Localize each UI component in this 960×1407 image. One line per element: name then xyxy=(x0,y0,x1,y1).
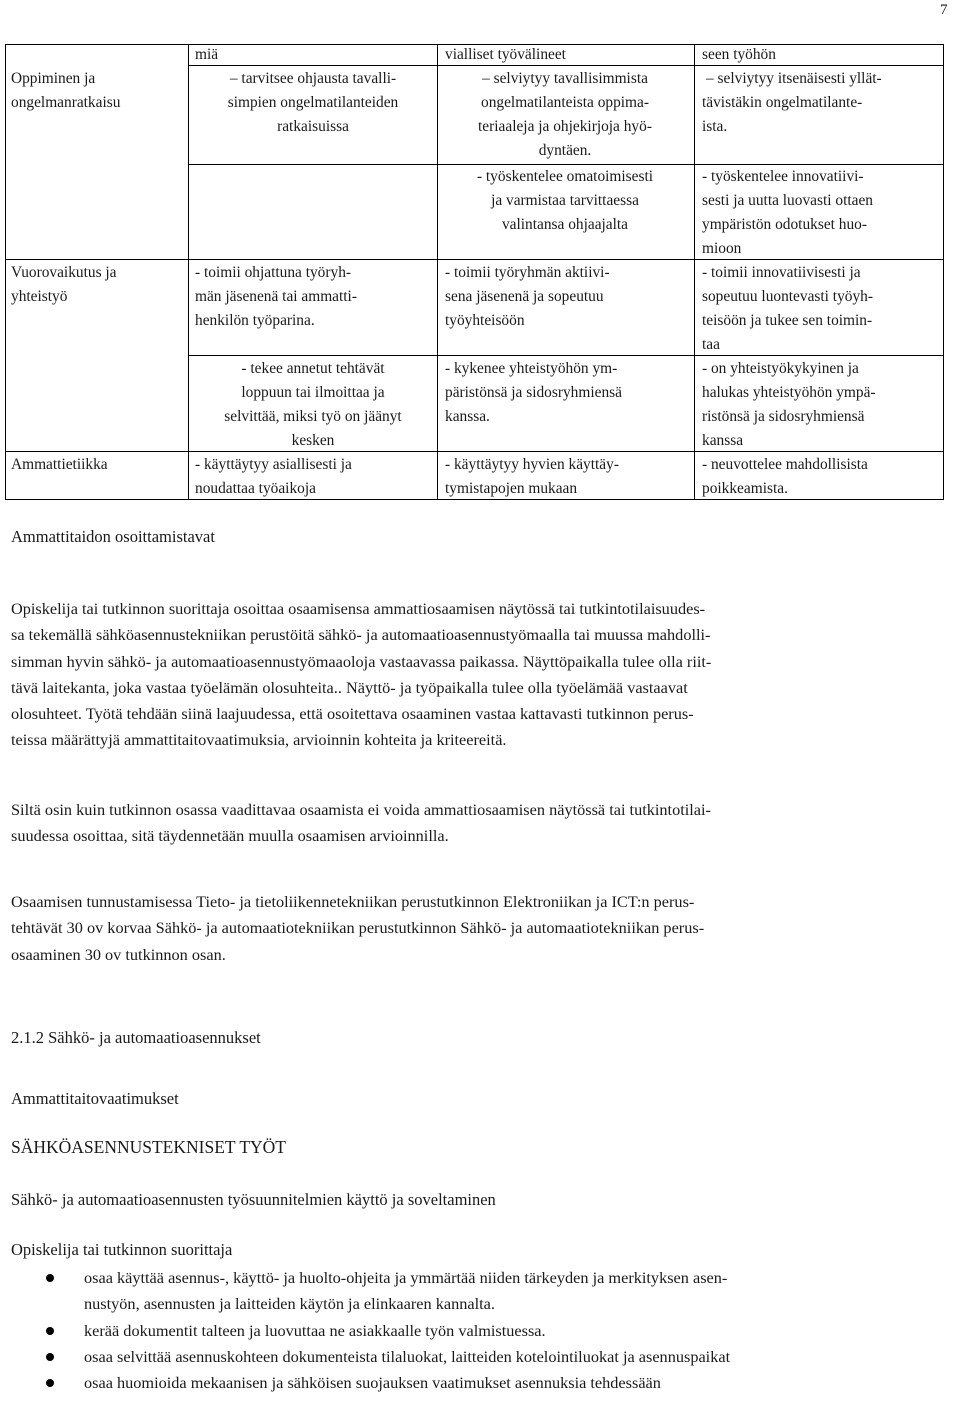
cell-line: - neuvottelee mahdollisista xyxy=(702,456,868,473)
col-header-1: miä xyxy=(195,46,219,63)
cell-line: - tekee annetut tehtävät xyxy=(241,360,385,377)
paragraph-line: sa tekemällä sähköasennustekniikan perustöitä sähkö- ja automaatioasennustyömaalla tai muussa mahdolli- xyxy=(11,625,711,645)
row-label-line: yhteistyö xyxy=(11,288,68,305)
paragraph-demonstration xyxy=(11,596,711,754)
cell-line: selvittää, miksi työ on jäänyt xyxy=(224,408,402,425)
cell-line: ista. xyxy=(702,118,728,135)
cell-line: teisöön ja tukee sen toimin- xyxy=(702,312,873,329)
cell-line: valintansa ohjaajalta xyxy=(501,216,629,233)
bullet-icon xyxy=(46,1353,54,1361)
list-item xyxy=(0,1265,730,1318)
cell-line: dyntäen. xyxy=(538,142,592,159)
paragraph-line: Siltä osin kuin tutkinnon osassa vaadittavaa osaamista ei voida ammattiosaamisen näytössä tai tutkintotilai- xyxy=(11,800,711,819)
cell-line: män jäsenenä tai ammatti- xyxy=(195,288,357,305)
cell-line: kesken xyxy=(291,432,335,449)
cell-line: henkilön työparina. xyxy=(195,312,315,329)
paragraph-line: suudessa osoittaa, sitä täydennetään muulla osaamisen arvioinnilla. xyxy=(11,826,449,846)
cell-line: - toimii innovatiivisesti ja xyxy=(702,264,861,281)
list-item xyxy=(0,1318,730,1344)
cell-line: päristönsä ja sidosryhmiensä xyxy=(445,384,622,401)
cell-line: ratkaisuissa xyxy=(277,118,349,135)
table-cell xyxy=(195,357,431,453)
paragraph-line: osaaminen 30 ov tutkinnon osan. xyxy=(11,944,226,964)
cell-line: teriaaleja ja ohjekirjoja hyö- xyxy=(478,118,652,135)
row-label-line: Oppiminen ja xyxy=(11,70,96,87)
row-label-interaction xyxy=(11,261,117,309)
cell-line: loppuun tai ilmoittaa ja xyxy=(241,384,385,401)
paragraph-line: tehtävät 30 ov korvaa Sähkö- ja automaatiotekniikan perustutkinnon Sähkö- ja automaatiotekniikan perus- xyxy=(11,918,705,938)
section-title: 2.1.2 Sähkö- ja automaatioasennukset xyxy=(11,1028,261,1047)
bullet-icon xyxy=(46,1327,54,1335)
cell-line: sena jäsenenä ja sopeutuu xyxy=(445,288,604,305)
paragraph-line: olosuhteet. Työtä tehdään siinä laajuudessa, että osoitettava osaaminen vastaa kattavasti tutkinnon perus- xyxy=(11,704,694,724)
cell-line: sesti ja uutta luovasti ottaen xyxy=(702,192,873,209)
table-cell xyxy=(702,261,873,357)
cell-line: – tarvitsee ohjausta tavalli- xyxy=(229,70,397,87)
cell-line: - työskentelee innovatiivi- xyxy=(702,168,864,185)
col-header-2: vialliset työvälineet xyxy=(445,46,566,63)
paragraph-line: simman hyvin sähkö- ja automaatioasennustyömaaoloja vastaavassa paikassa. Näyttöpaikalla tulee olla riit- xyxy=(11,651,712,671)
cell-line: - toimii ohjattuna työryh- xyxy=(195,264,352,281)
list-item-text: nustyön, asennusten ja laitteiden käytön ja elinkaaren kannalta. xyxy=(84,1294,495,1314)
cell-line: mioon xyxy=(702,240,742,257)
paragraph-supplement xyxy=(11,797,711,850)
criteria-table xyxy=(5,44,944,500)
cell-line: kanssa. xyxy=(445,408,490,425)
table-cell xyxy=(702,357,876,453)
bullet-icon xyxy=(46,1379,54,1387)
page-number: 7 xyxy=(940,2,948,18)
requirements-list xyxy=(0,1265,730,1396)
cell-line: kanssa xyxy=(702,432,744,449)
cell-line: simpien ongelmatilanteiden xyxy=(227,94,399,111)
cell-line: - toimii työryhmän aktiivi- xyxy=(445,264,610,281)
bullet-icon xyxy=(46,1274,54,1282)
table-cell xyxy=(702,67,882,139)
table-cell xyxy=(445,261,610,333)
paragraph-line: teissa määrättyjä ammattitaitovaatimuksia, arvioinnin kohteita ja kriteereitä. xyxy=(11,730,507,750)
cell-line: - on yhteistyökykyinen ja xyxy=(702,360,859,377)
cell-line: tymistapojen mukaan xyxy=(445,480,578,497)
cell-line: ongelmatilanteista oppima- xyxy=(481,94,649,111)
list-item-text: osaa selvittää asennuskohteen dokumenteista tilaluokat, laitteiden kotelointiluokat ja asennuspaikat xyxy=(84,1346,731,1366)
cell-line: poikkeamista. xyxy=(702,480,788,497)
cell-line: taa xyxy=(702,336,720,353)
cell-line: noudattaa työaikoja xyxy=(195,480,316,497)
list-item xyxy=(0,1344,730,1370)
row-label-learning xyxy=(11,67,120,115)
row-label-ethics xyxy=(11,453,108,477)
list-item-text: osaa huomioida mekaanisen ja sähköisen suojauksen vaatimukset asennuksia tehdessään xyxy=(84,1373,661,1393)
heading-demonstration: Ammattitaidon osoittamistavat xyxy=(11,527,215,546)
list-item-text: osaa käyttää asennus-, käyttö- ja huolto-ohjeita ja ymmärtää niiden tärkeyden ja merkityksen asen- xyxy=(84,1268,728,1287)
table-cell xyxy=(195,453,352,501)
table-cell xyxy=(195,67,431,139)
table-cell xyxy=(445,453,619,501)
table-cell xyxy=(702,453,868,501)
table-cell xyxy=(445,67,685,163)
cell-line: tävistäkin ongelmatilante- xyxy=(702,94,863,111)
cell-line: ristönsä ja sidosryhmiensä xyxy=(702,408,865,425)
heading-electrical-work: SÄHKÖASENNUSTEKNISET TYÖT xyxy=(11,1137,286,1157)
row-label-line: Vuorovaikutus ja xyxy=(11,264,117,281)
table-cell xyxy=(445,165,685,237)
row-label-line: Ammattietiikka xyxy=(11,456,108,473)
cell-line: – selviytyy tavallisimmista xyxy=(482,70,648,87)
paragraph-line: tävä laitekanta, joka vastaa työelämän olosuhteita.. Näyttö- ja työpaikalla tulee olla työelämää vastaavat xyxy=(11,677,688,697)
list-item xyxy=(0,1370,730,1396)
cell-line: ja varmistaa tarvittaessa xyxy=(491,192,639,209)
list-item-text: kerää dokumentit talteen ja luovuttaa ne asiakkaalle työn valmistuessa. xyxy=(84,1320,546,1340)
cell-line: sopeutuu luontevasti työyh- xyxy=(702,288,873,305)
paragraph-recognition xyxy=(11,889,704,968)
cell-line: ympäristön odotukset huo- xyxy=(702,216,868,233)
paragraph-line: Osaamisen tunnustamisessa Tieto- ja tietoliikennetekniikan perustutkinnon Elektroniikan ja ICT:n perus- xyxy=(11,892,695,911)
cell-line: – selviytyy itsenäisesti yllät- xyxy=(706,70,882,87)
table-cell xyxy=(195,261,357,333)
cell-line: - käyttäytyy asiallisesti ja xyxy=(195,456,352,473)
cell-line: - työskentelee omatoimisesti xyxy=(476,168,654,185)
heading-work-plans: Sähkö- ja automaatioasennusten työsuunnitelmien käyttö ja soveltaminen xyxy=(11,1190,496,1209)
intro-line: Opiskelija tai tutkinnon suorittaja xyxy=(11,1240,233,1259)
heading-requirements: Ammattitaitovaatimukset xyxy=(11,1089,179,1108)
cell-line: halukas yhteistyöhön ympä- xyxy=(702,384,876,401)
table-cell xyxy=(445,357,622,429)
cell-line: - kykenee yhteistyöhön ym- xyxy=(445,360,618,377)
cell-line: - käyttäytyy hyvien käyttäy- xyxy=(445,456,619,473)
table-cell xyxy=(702,165,873,261)
cell-line: työyhteisöön xyxy=(445,312,525,329)
paragraph-line: Opiskelija tai tutkinnon suorittaja osoittaa osaamisensa ammattiosaamisen näytössä tai tutkintotilaisuudes- xyxy=(11,599,706,618)
row-label-line: ongelmanratkaisu xyxy=(11,94,121,111)
col-header-3: seen työhön xyxy=(702,46,776,63)
